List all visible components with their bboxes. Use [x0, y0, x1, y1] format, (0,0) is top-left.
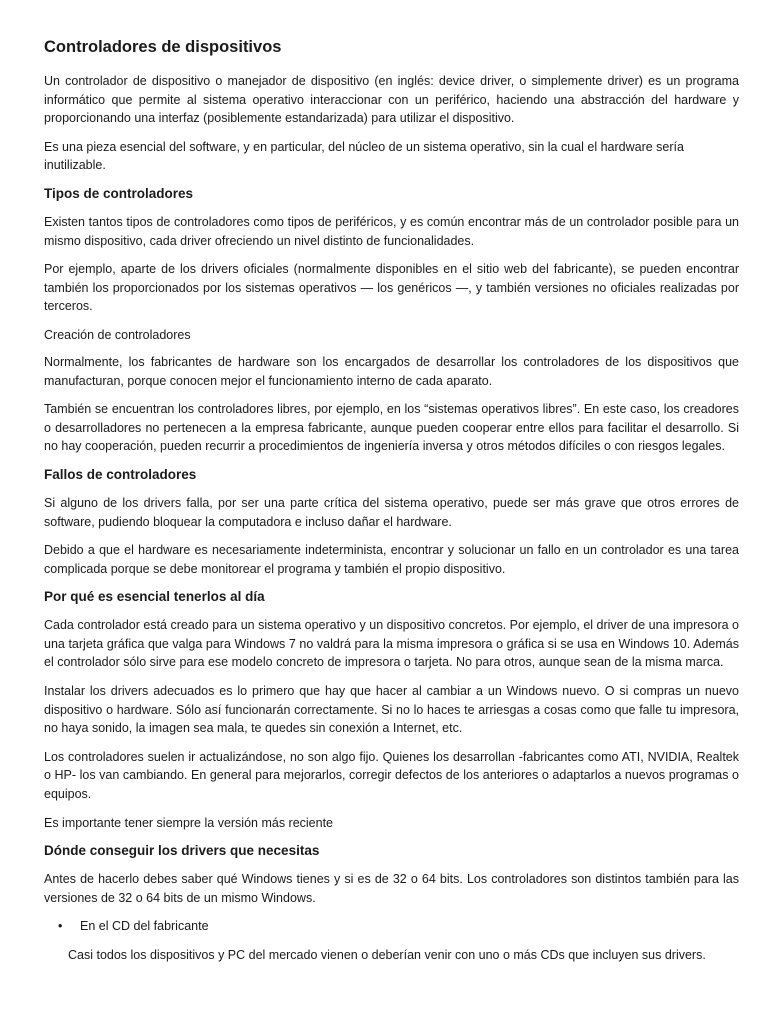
tipos-paragraph-1: Existen tantos tipos de controladores como tipos de periféricos, y es común encontrar más de un controlador posible para un mismo dispositivo, cada driver ofreciendo un nivel distinto de funcionalidades. — [44, 214, 739, 248]
tipos-paragraph-2: Por ejemplo, aparte de los drivers oficiales (normalmente disponibles en el sitio web del fabricante), se pueden encontrar también los proporcionados por los sistemas operativos — los genéricos —, y también versiones no oficiales realizadas por terceros. — [44, 262, 739, 314]
intro-paragraph-1: Un controlador de dispositivo o manejador de dispositivo (en inglés: device driver, o simplemente driver) es un programa informático que permite al sistema operativo interaccionar con un periférico, haciendo una abstracción del hardware y proporcionando una interfaz (posiblemente estandarizada) para utilizar el dispositivo. — [44, 74, 739, 126]
creacion-paragraph-1: Normalmente, los fabricantes de hardware son los encargados de desarrollar los controladores de los dispositivos que manufacturan, porque conocen mejor el funcionamiento interno de cada aparato. — [44, 354, 739, 388]
document-page — [44, 36, 739, 975]
intro-paragraph-2: Es una pieza esencial del software, y en particular, del núcleo de un sistema operativo, sin la cual el hardware sería inutilizable. — [44, 139, 684, 173]
esencial-paragraph-1: Cada controlador está creado para un sistema operativo y un dispositivo concretos. Por ejemplo, el driver de una impresora o una tarjeta gráfica que valga para Windows 7 no valdrá para la misma impresora o gráfica si se usa en Windows 10. Además el controlador sólo sirve para ese modelo concreto de impresora o tarjeta. No para otros, aunque sean de la misma marca. — [44, 618, 739, 670]
fallos-paragraph-1: Si alguno de los drivers falla, por ser una parte crítica del sistema operativo, puede ser más grave que otros errores de software, pudiendo bloquear la computadora e incluso dañar el hardware. — [44, 495, 739, 529]
esencial-paragraph-3: Los controladores suelen ir actualizándose, no son algo fijo. Quienes los desarrollan -fabricantes como ATI, NVIDIA, Realtek o HP- los van cambiando. En general para mejorarlos, corregir defectos de los anteriores o adaptarlos a nuevos programas o equipos. — [44, 749, 739, 802]
section-heading-creacion: Creación de controladores — [44, 327, 191, 342]
esencial-paragraph-2: Instalar los drivers adecuados es lo primero que hay que hacer al cambiar a un Windows nuevo. O si compras un nuevo dispositivo o hardware. Sólo así funcionarán correctamente. Si no lo haces te arriesgas a cosas como que falle tu impresora, no haya sonido, la imagen sea mala, te quedes sin conexión a Internet, etc. — [44, 684, 739, 736]
list-item-label: En el CD del fabricante — [80, 919, 209, 934]
section-heading-fallos: Fallos de controladores — [44, 466, 197, 482]
bullet-icon: • — [58, 919, 63, 934]
section-heading-tipos: Tipos de controladores — [44, 185, 194, 201]
section-heading-esencial: Por qué es esencial tenerlos al día — [44, 589, 265, 605]
donde-paragraph-1: Antes de hacerlo debes saber qué Windows tienes y si es de 32 o 64 bits. Los controladores son distintos también para las versiones de 32 o 64 bits de un mismo Windows. — [44, 872, 739, 905]
creacion-paragraph-2: También se encuentran los controladores libres, por ejemplo, en los “sistemas operativos libres”. En este caso, los creadores o desarrolladores no pertenecen a la empresa fabricante, aunque pueden cooperar entre ellos para facilitar el desarrollo. Si no hay cooperación, pueden recurrir a procedimientos de ingeniería inversa y otros métodos difíciles o con riesgos legales. — [44, 402, 739, 454]
donde-bullet-text: Casi todos los dispositivos y PC del mercado vienen o deberían venir con uno o más CDs que incluyen sus drivers. — [68, 948, 706, 962]
fallos-paragraph-2: Debido a que el hardware es necesariamente indeterminista, encontrar y solucionar un fallo en un controlador es una tarea complicada porque se debe monitorear el programa y también el propio dispositivo. — [44, 543, 739, 576]
section-heading-donde: Dónde conseguir los drivers que necesitas — [44, 843, 320, 859]
list-item — [44, 917, 739, 936]
document-title: Controladores de dispositivos — [44, 38, 282, 56]
esencial-paragraph-4: Es importante tener siempre la versión más reciente — [44, 815, 334, 830]
